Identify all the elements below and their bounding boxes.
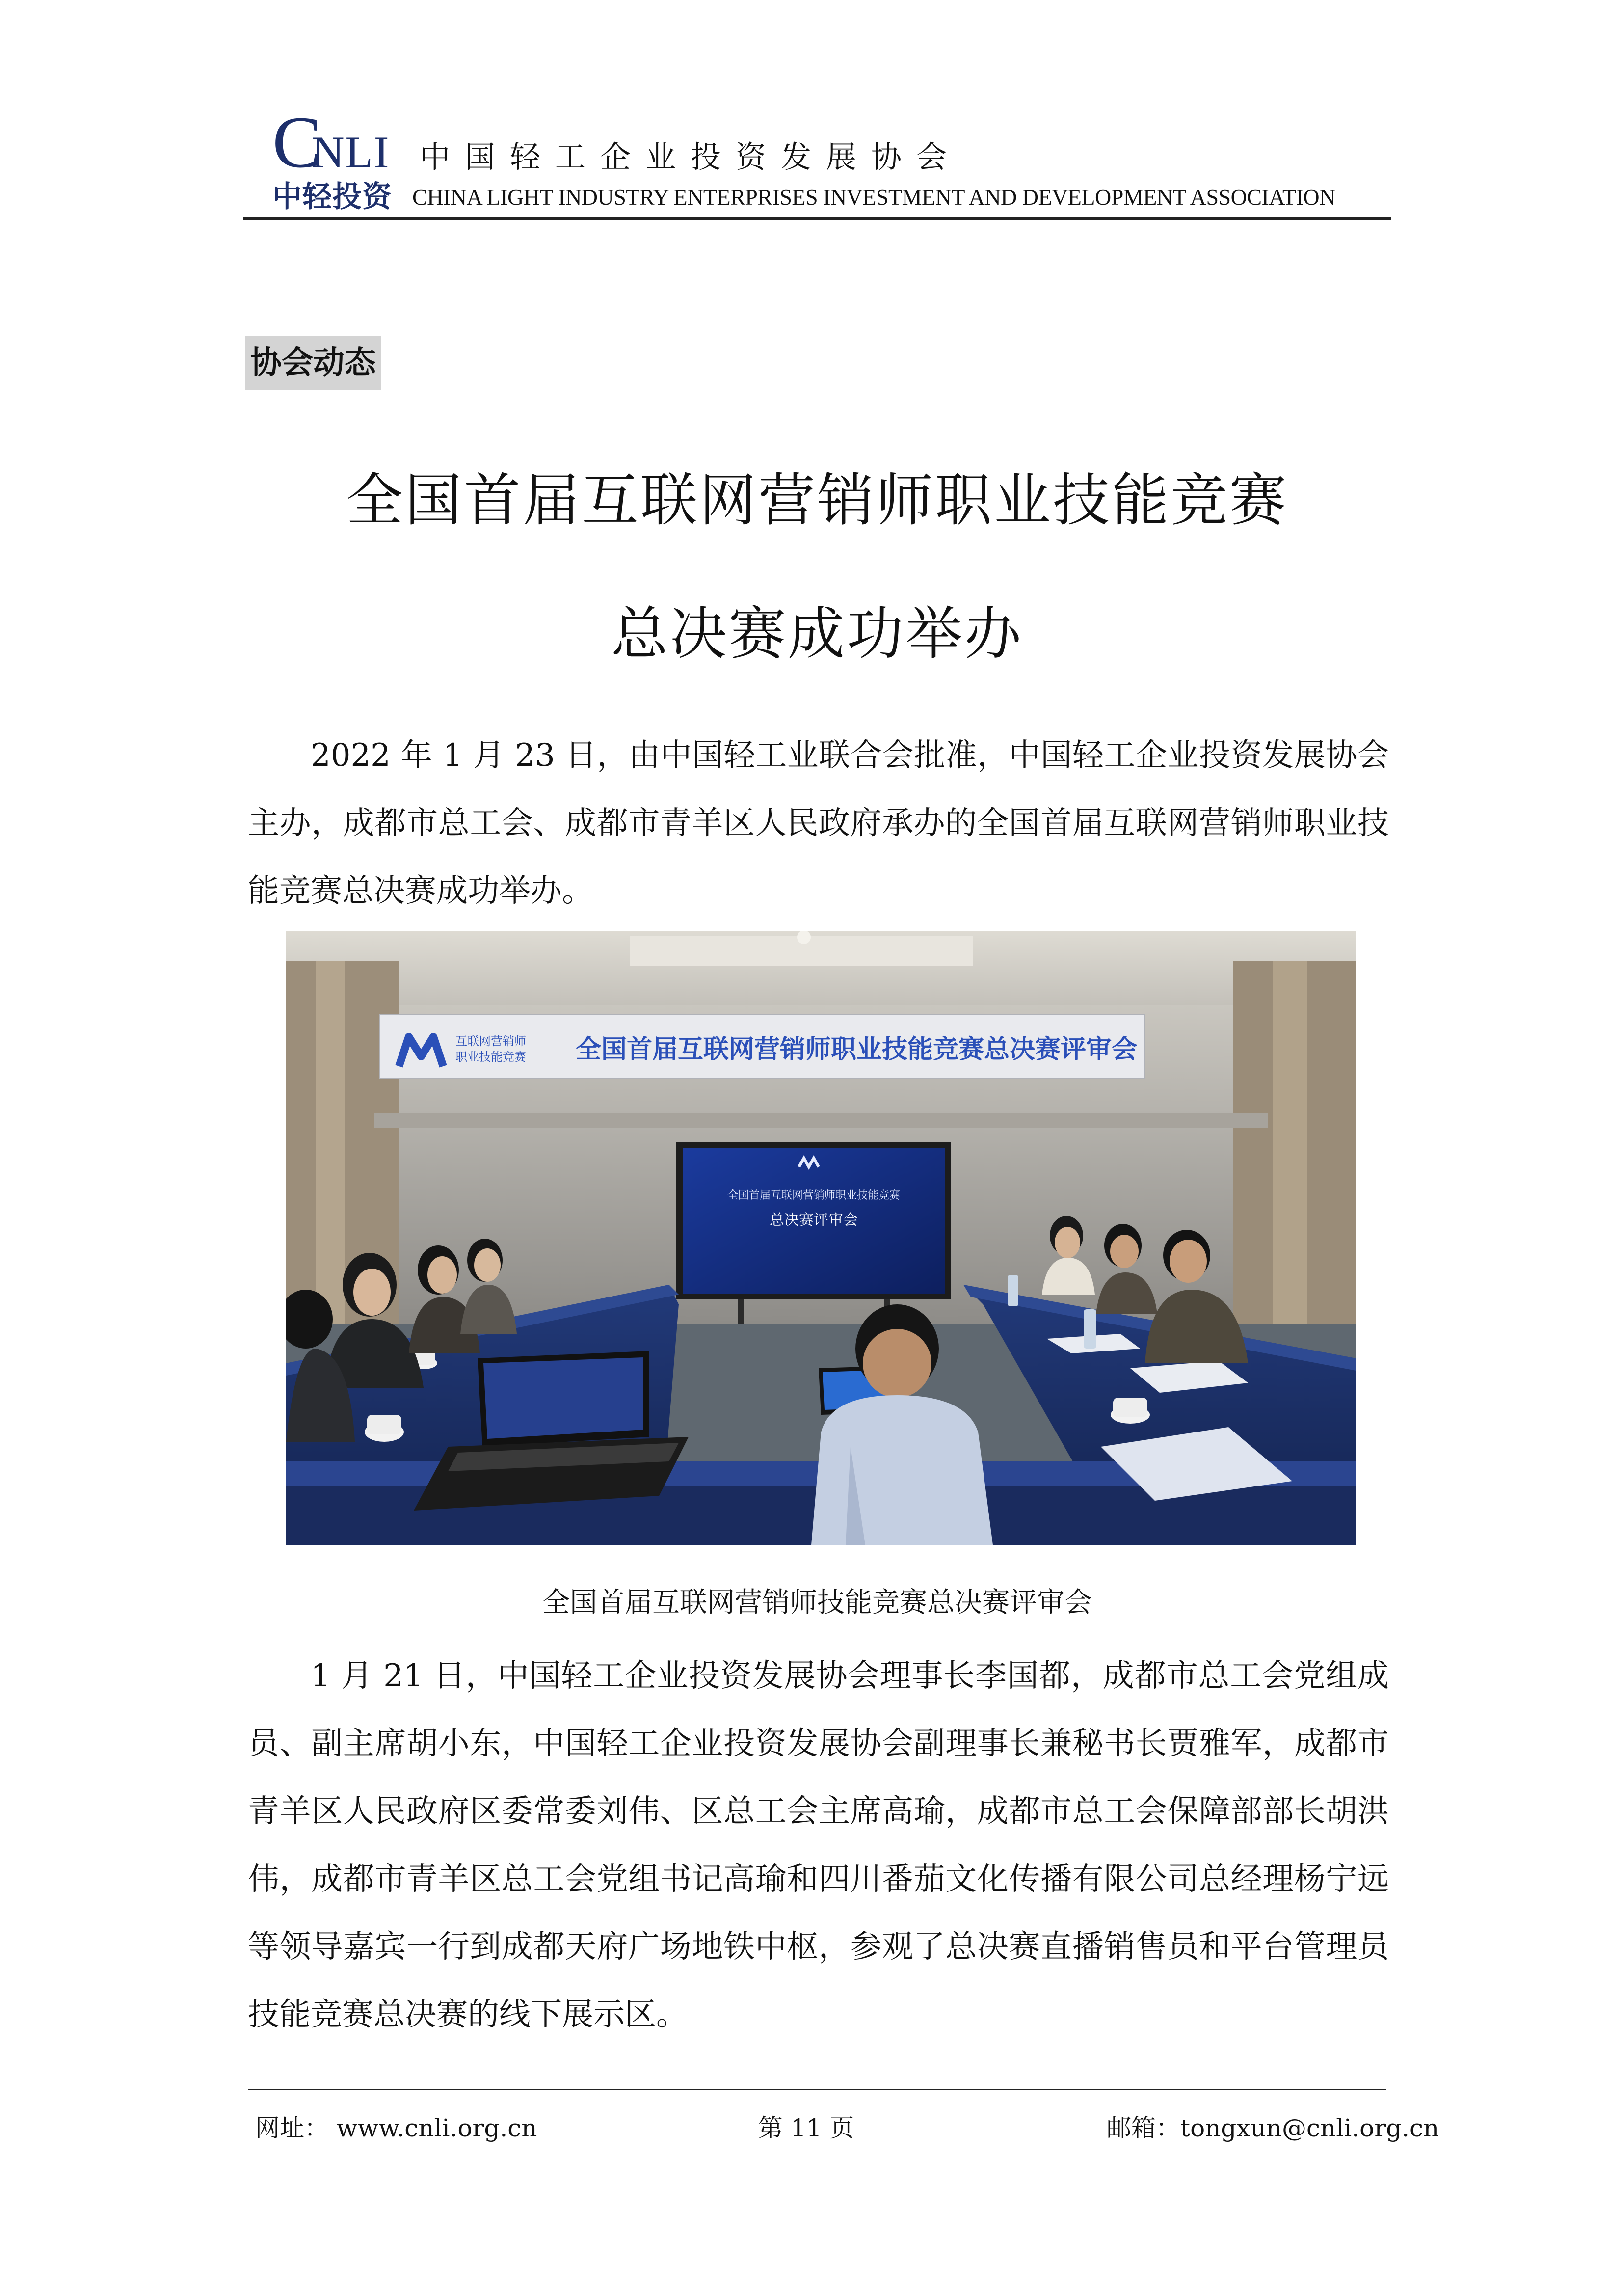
- logo-letters-nli: NLI: [312, 127, 390, 177]
- screen-title-line-2: 总决赛评审会: [770, 1212, 858, 1229]
- photo-caption: 全国首届互联网营销师技能竞赛总决赛评审会: [542, 1587, 1092, 1619]
- footer-email: 邮箱：tongxun@cnli.org.cn: [1107, 2114, 1439, 2142]
- banner-logo-line-1: 互联网营销师: [455, 1034, 526, 1048]
- cnli-logo: [272, 102, 402, 216]
- article-title-line-1: 全国首届互联网营销师职业技能竞赛: [346, 467, 1288, 534]
- page-header: [243, 102, 1391, 218]
- body-paragraph-1: 2022 年 1 月 23 日，由中国轻工业联合会批准，中国轻工企业投资发展协会主办，成都市总工会、成都市青羊区人民政府承办的全国首届互联网营销师职业技能竞赛总决赛成功举办。: [248, 737, 1389, 909]
- footer-divider: [248, 2089, 1386, 2090]
- logo-letters: [272, 102, 402, 183]
- meeting-photo: [286, 931, 1356, 1545]
- footer-website: 网址： www.cnli.org.cn: [255, 2114, 537, 2142]
- logo-letter-c: C: [272, 102, 323, 183]
- organization-name-english: CHINA LIGHT INDUSTRY ENTERPRISES INVESTMENT AND DEVELOPMENT ASSOCIATION: [412, 185, 1335, 210]
- meeting-photo-illustration: [286, 931, 1356, 1545]
- banner-title: 全国首届互联网营销师职业技能竞赛总决赛评审会: [576, 1035, 1138, 1064]
- section-tag: 协会动态: [245, 336, 381, 390]
- footer-page-number: 第 11 页: [758, 2114, 854, 2142]
- banner-logo-line-2: 职业技能竞赛: [455, 1050, 526, 1064]
- organization-name-chinese: 中国轻工企业投资发展协会: [420, 139, 962, 175]
- screen-title-line-1: 全国首届互联网营销师职业技能竞赛: [727, 1189, 901, 1202]
- logo-chinese-text: 中轻投资: [272, 180, 392, 214]
- header-divider: [243, 217, 1391, 220]
- article-title-line-2: 总决赛成功举办: [611, 601, 1023, 667]
- body-paragraph-2: 1 月 21 日，中国轻工企业投资发展协会理事长李国都，成都市总工会党组成员、副主席胡小东，中国轻工企业投资发展协会副理事长兼秘书长贾雅军，成都市青羊区人民政府区委常委刘伟、区总工会主席高瑜，成都市总工会保障部部长胡洪伟，成都市青羊区总工会党组书记高瑜和四川番茄文化传播有限公司总经理杨宁远等领导嘉宾一行到成都天府广场地铁中枢，参观了总决赛直播销售员和平台管理员技能竞赛总决赛的线下展示区。: [248, 1658, 1389, 2033]
